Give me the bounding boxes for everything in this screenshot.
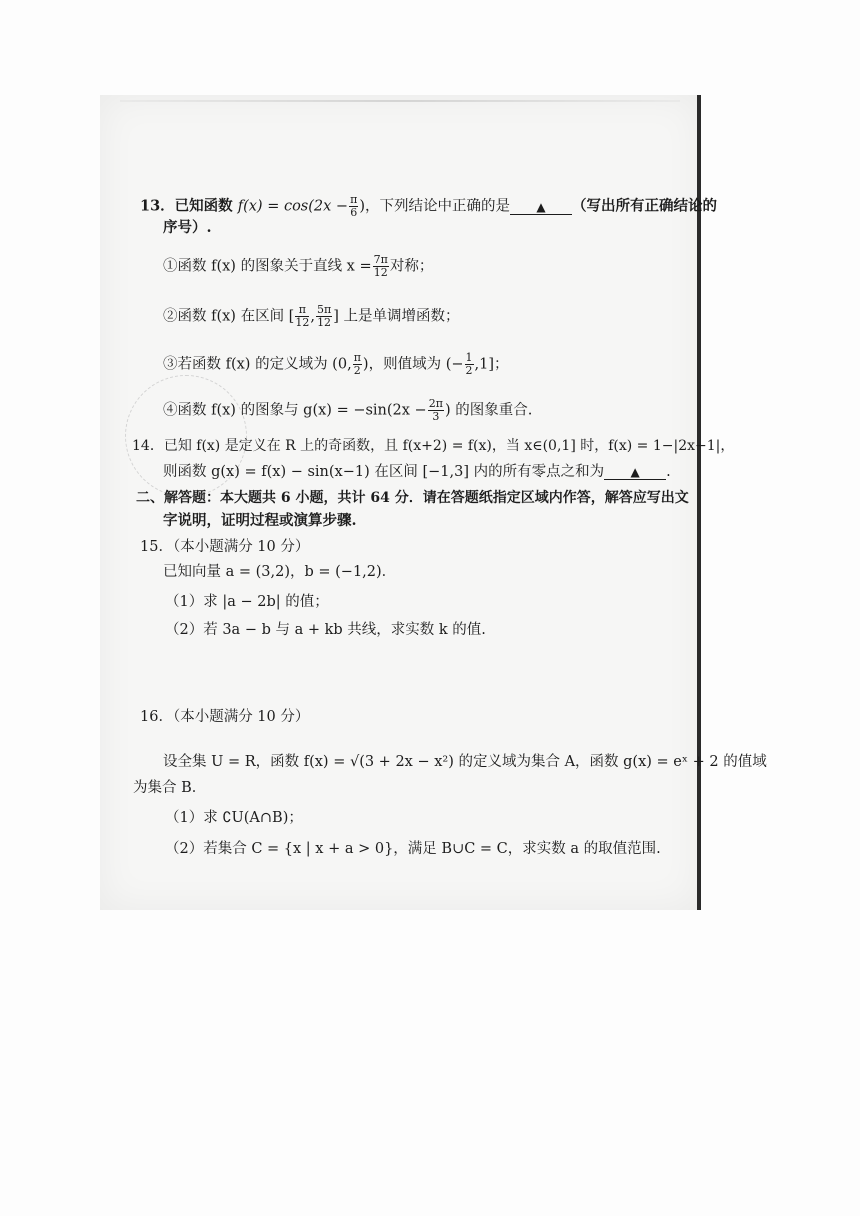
q13-answer-blank: ▲ (510, 200, 572, 215)
q13-line1 (140, 194, 717, 219)
q16-line2: 为集合 B． (133, 780, 207, 796)
q13-option-1: ①函数 f(x) 的图象关于直线 x = $\frac{7\pi}{12}$ 对称； (163, 253, 434, 279)
q14-answer-blank: ▲ (604, 465, 666, 480)
q13-prompt: )，下列结论中正确的是 (359, 198, 510, 215)
q13-option-3: ③若函数 f(x) 的定义域为 (0, $\frac{\pi}{2}$ )，则值域为 (− $\frac{1}{2}$ ,1]； (163, 351, 509, 377)
q15-given: 已知向量 a = (3,2)，b = (−1,2)． (163, 564, 397, 580)
q16-part-2: （2）若集合 C = {x | x + a > 0}，满足 B∪C = C，求实数 a 的取值范围. (165, 841, 661, 857)
q13-instruction: （写出所有正确结论的 (571, 197, 717, 215)
q15-part-1: （1）求 |a − 2b| 的值； (165, 594, 329, 610)
q14-line2: 则函数 g(x) = f(x) − sin(x−1) 在区间 [−1,3] 内的所有零点之和为 ▲ . (163, 464, 671, 480)
q13-option-2: ②函数 f(x) 在区间 [ $\frac{\pi}{12}$ , $\frac{5\pi}{12}$ ] 上是单调增函数； (163, 303, 460, 329)
section-2-heading: 二、解答题：本大题共 6 小题，共计 64 分．请在答题纸指定区域内作答，解答应写出文 (136, 490, 689, 506)
scan-top-edge (120, 100, 680, 102)
q13-fraction: $\frac{\pi}{6}$ (350, 193, 358, 219)
q13-number-text: 13．已知函数 (140, 197, 238, 215)
q14-line1: 14．已知 f(x) 是定义在 R 上的奇函数，且 f(x+2) = f(x)，当 x∈(0,1] 时，f(x) = 1−|2x−1|， (132, 438, 735, 454)
q16-title: 16．（本小题满分 10 分） (140, 709, 310, 725)
q16-line1: 设全集 U = R，函数 f(x) = √(3 + 2x − x²) 的定义域为集合 A，函数 g(x) = eˣ + 2 的值域 (163, 754, 767, 770)
q13-option-4: ④函数 f(x) 的图象与 g(x) = −sin(2x − $\frac{2\pi}{3}$ ) 的图象重合. (163, 397, 533, 423)
section-2-heading-cont: 字说明，证明过程或演算步骤. (163, 512, 357, 529)
q13-function: f(x) = cos(2x − (237, 198, 349, 215)
q16-part-1: （1）求 ∁U(A∩B)； (165, 810, 303, 826)
q15-title: 15．（本小题满分 10 分） (140, 539, 310, 555)
q15-part-2: （2）若 3a − b 与 a + kb 共线，求实数 k 的值. (165, 622, 486, 638)
q13-line2: 序号）. (163, 219, 212, 236)
